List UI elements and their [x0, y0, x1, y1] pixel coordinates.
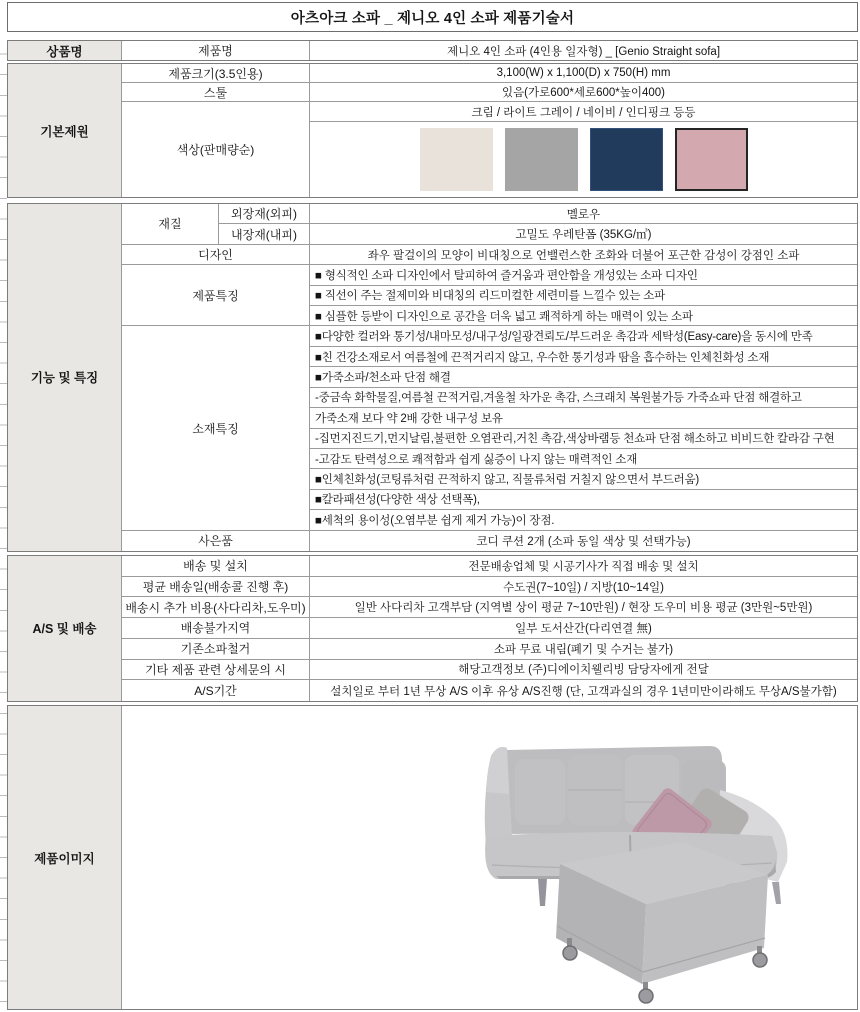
value-color-names: 크림 / 라이트 그레이 / 네이비 / 인디핑크 등등 — [310, 102, 857, 122]
product-feature-row: ■ 심플한 등받이 디자인으로 공간을 더욱 넓고 쾌적하게 하는 매력이 있는 소파 — [310, 306, 857, 326]
section-label-product-image: 제품이미지 — [8, 706, 122, 1009]
color-swatch-라이트 그레이 — [505, 128, 578, 191]
material-feature-row: ■가죽소파/천소파 단점 해결 — [310, 367, 857, 387]
product-feature-row: ■ 직선이 주는 절제미와 비대칭의 리드미컬한 세련미를 느낄수 있는 소파 — [310, 286, 857, 306]
product-feature-row: ■ 형식적인 소파 디자인에서 탈피하여 즐거움과 편안함을 개성있는 소파 디자인 — [310, 265, 857, 285]
material-feature-row: -집먼지진드기,먼지날림,불편한 오염관리,거친 촉감,색상바램등 천쇼파 단점 해소하고 비비드한 칼라감 구현 — [310, 429, 857, 449]
row-label-material-features: 소재특징 — [122, 326, 310, 530]
material-feature-row: ■세척의 용이성(오염부분 쉽게 제거 가능)이 장점. — [310, 510, 857, 530]
row-label-design: 디자인 — [122, 245, 310, 265]
section-product-name — [7, 40, 858, 61]
material-feature-row: 가죽소재 보다 약 2배 강한 내구성 보유 — [310, 408, 857, 428]
row-label-size: 제품크기(3.5인용) — [122, 64, 310, 83]
value-product-name: 제니오 4인 소파 (4인용 일자형) _ [Genio Straight sofa] — [310, 41, 857, 60]
delivery-row-label: 기타 제품 관련 상세문의 시 — [122, 660, 310, 681]
material-feature-row: ■다양한 컬러와 통기성/내마모성/내구성/일광견뢰도/부드러운 촉감과 세탁성(Easy-care)을 동시에 만족 — [310, 326, 857, 346]
section-label-features: 기능 및 특징 — [8, 204, 122, 551]
color-swatch-row — [310, 122, 857, 197]
material-feature-row: -고감도 탄력성으로 쾌적함과 쉽게 싫증이 나지 않는 매력적인 소재 — [310, 449, 857, 469]
document-title: 아츠아크 소파 _ 제니오 4인 소파 제품기술서 — [7, 2, 858, 32]
delivery-row-value: 일부 도서산간(다리연결 無) — [310, 618, 857, 639]
color-swatch-strip — [310, 122, 857, 197]
row-label-material: 재질 — [122, 204, 219, 245]
delivery-row-value: 해당고객정보 (주)디에이치웰리빙 담당자에게 전달 — [310, 660, 857, 681]
section-basic-spec — [7, 63, 858, 198]
delivery-row-value: 설치일로 부터 1년 무상 A/S 이후 유상 A/S진행 (단, 고객과실의 경우 1년미만이라해도 무상A/S불가함) — [310, 680, 857, 701]
product-photo-sofa — [420, 732, 800, 1009]
value-size: 3,100(W) x 1,100(D) x 750(H) mm — [310, 64, 857, 83]
row-label-product-name: 제품명 — [122, 41, 310, 60]
section-delivery — [7, 555, 858, 702]
value-stool: 있음(가로600*세로600*높이400) — [310, 83, 857, 102]
color-swatch-네이비 — [590, 128, 663, 191]
delivery-row-value: 일반 사다리차 고객부담 (지역별 상이 평균 7~10만원) / 현장 도우미 비용 평균 (3만원~5만원) — [310, 597, 857, 618]
section-features — [7, 203, 858, 552]
value-design: 좌우 팔걸이의 모양이 비대칭으로 언밸런스한 조화와 더불어 포근한 감성이 강점인 소파 — [310, 245, 857, 265]
delivery-row-value: 수도권(7~10일) / 지방(10~14일) — [310, 577, 857, 598]
value-outer-fabric: 멜로우 — [310, 204, 857, 224]
material-feature-row: ■인체친화성(코팅류처럼 끈적하지 않고, 직물류처럼 거칠지 않으면서 부드러움) — [310, 469, 857, 489]
delivery-row-label: 배송불가지역 — [122, 618, 310, 639]
section-label-delivery: A/S 및 배송 — [8, 556, 122, 701]
row-label-gift: 사은품 — [122, 531, 310, 551]
delivery-row-value: 전문배송업체 및 시공기사가 직접 배송 및 설치 — [310, 556, 857, 577]
row-label-outer-fabric: 외장재(외피) — [219, 204, 310, 224]
value-gift: 코디 쿠션 2개 (소파 동일 색상 및 선택가능) — [310, 531, 857, 551]
delivery-row-label: 배송시 추가 비용(사다리차,도우미) — [122, 597, 310, 618]
delivery-row-label: 기존소파철거 — [122, 639, 310, 660]
material-feature-row: -중금속 화학물질,여름철 끈적거림,겨울철 차가운 촉감, 스크래치 복원불가등 가죽쇼파 단점 해결하고 — [310, 388, 857, 408]
delivery-row-label: 배송 및 설치 — [122, 556, 310, 577]
material-feature-row: ■칼라패션성(다양한 색상 선택폭), — [310, 490, 857, 510]
material-feature-row: ■친 건강소재로서 여름철에 끈적거리지 않고, 우수한 통기성과 땀을 흡수하는 인체친화성 소재 — [310, 347, 857, 367]
row-label-product-features: 제품특징 — [122, 265, 310, 326]
row-label-color: 색상(판매량순) — [122, 102, 310, 197]
delivery-row-label: A/S기간 — [122, 680, 310, 701]
color-swatch-인디핑크 — [675, 128, 748, 191]
value-inner-fabric: 고밀도 우레탄폼 (35KG/㎥) — [310, 224, 857, 244]
row-label-inner-fabric: 내장재(내피) — [219, 224, 310, 244]
section-label-basic-spec: 기본제원 — [8, 64, 122, 197]
section-label-product-name: 상품명 — [8, 41, 122, 60]
delivery-row-label: 평균 배송일(배송콜 진행 후) — [122, 577, 310, 598]
product-image-cell — [122, 706, 857, 1009]
row-label-stool: 스툴 — [122, 83, 310, 102]
section-product-image — [7, 705, 858, 1010]
delivery-row-value: 소파 무료 내림(폐기 및 수거는 불가) — [310, 639, 857, 660]
spreadsheet-row-gridlines — [0, 34, 7, 1012]
color-swatch-크림 — [420, 128, 493, 191]
